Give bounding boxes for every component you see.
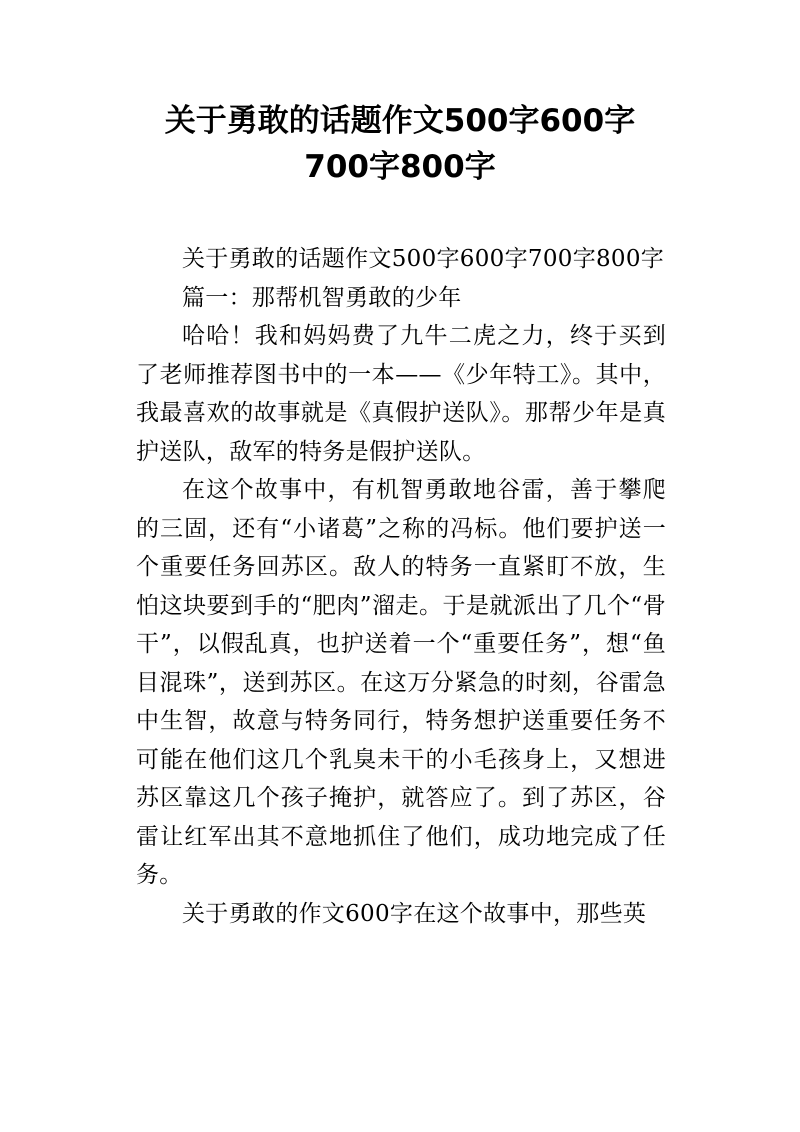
document-title xyxy=(0,98,800,190)
paragraph-section-title: 篇一：那帮机智勇敢的少年 xyxy=(182,284,462,311)
paragraph: 关于勇敢的作文600字在这个故事中，那些英 xyxy=(182,900,647,927)
paragraph-heading: 关于勇敢的话题作文500字600字700字800字 xyxy=(182,246,665,272)
paragraph: 哈哈！我和妈妈费了九牛二虎之力，终于买到了老师推荐图书中的一本——《少年特工》。其中，我最喜欢的故事就是《真假护送队》。那帮少年是真护送队，敌军的特务是假护送队。 xyxy=(136,323,666,465)
title-line-2: 700字800字 xyxy=(304,149,496,185)
title-line-1: 关于勇敢的话题作文500字600字 xyxy=(164,103,636,139)
document-body xyxy=(136,240,666,933)
paragraph: 在这个故事中，有机智勇敢地谷雷，善于攀爬的三固，还有“小诸葛”之称的冯标。他们要护送一个重要任务回苏区。敌人的特务一直紧盯不放，生怕这块要到手的“肥肉”溜走。于是就派出了几个“骨干”，以假乱真，也护送着一个“重要任务”，想“鱼目混珠”，送到苏区。在这万分紧急的时刻，谷雷急中生智，故意与特务同行，特务想护送重要任务不可能在他们这几个乳臭未干的小毛孩身上，又想进苏区靠这几个孩子掩护，就答应了。到了苏区，谷雷让红军出其不意地抓住了他们，成功地完成了任务。 xyxy=(136,477,666,888)
